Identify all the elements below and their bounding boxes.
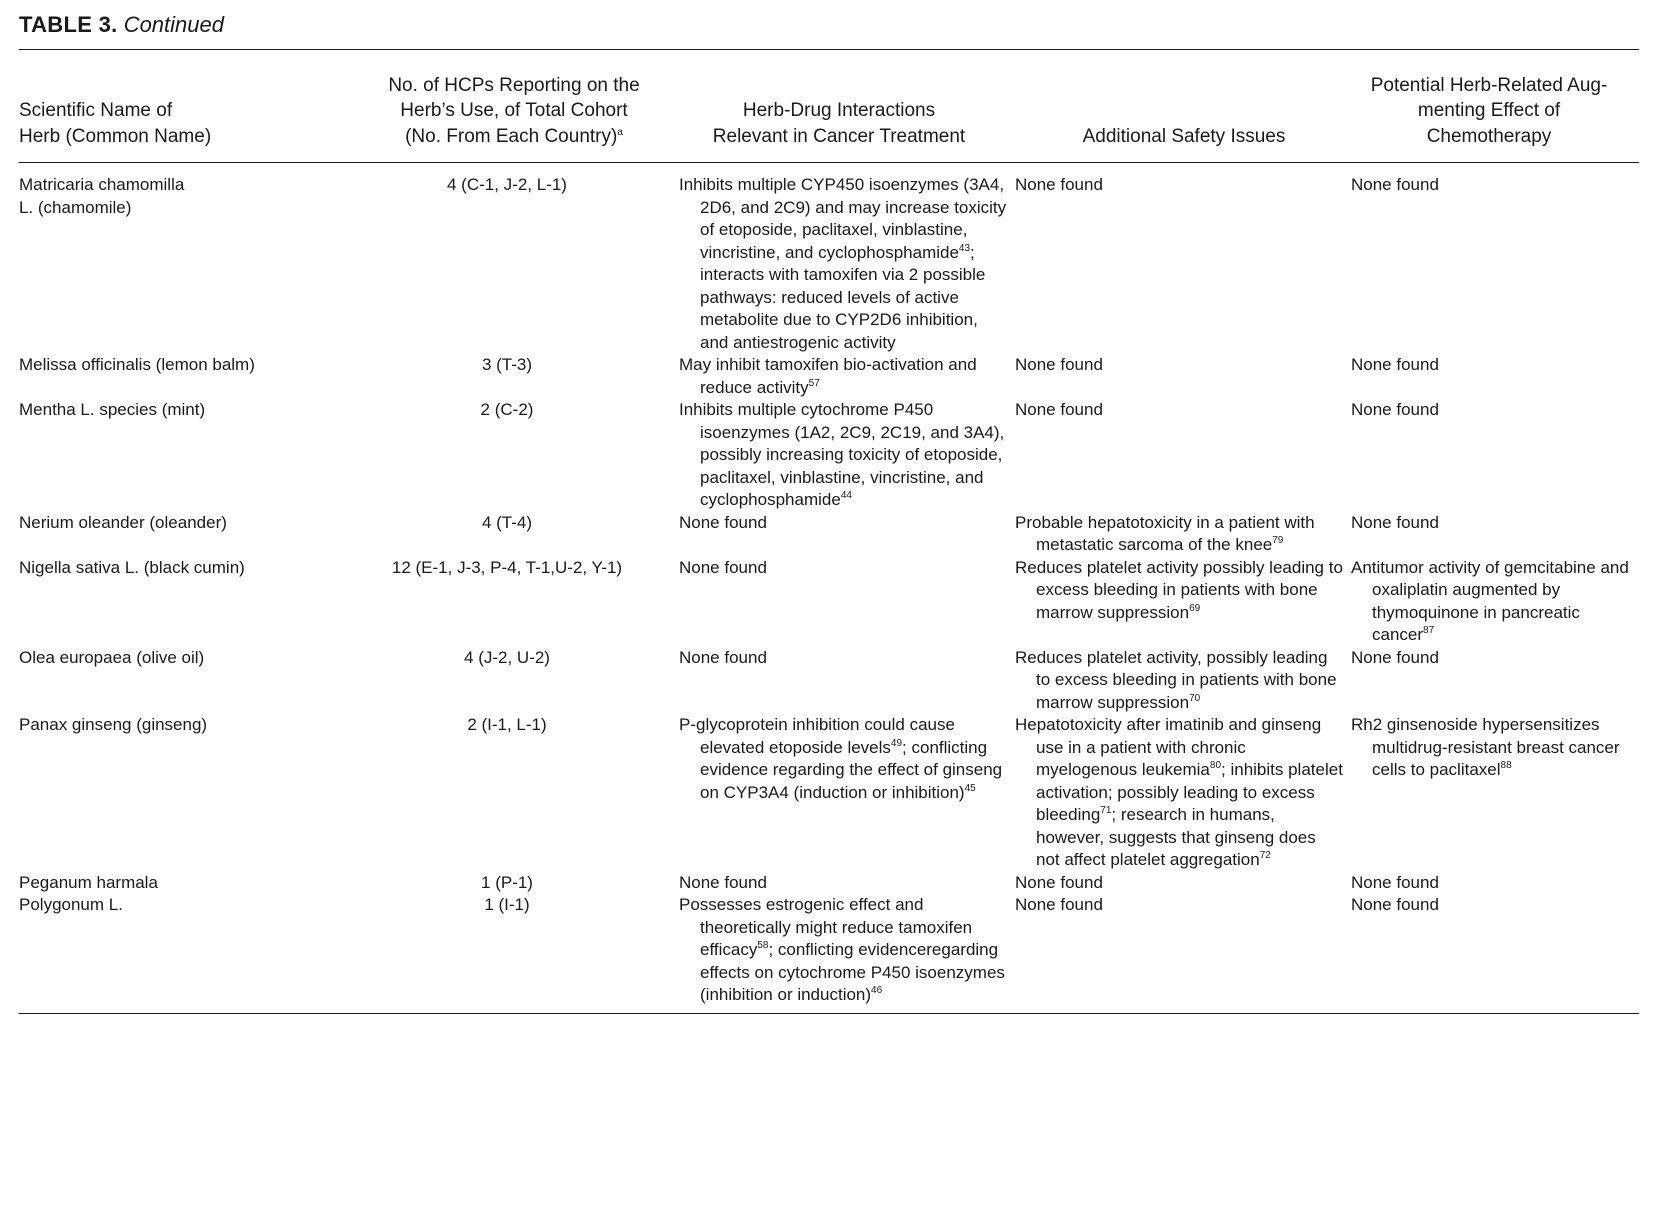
- reference-superscript: 69: [1189, 602, 1201, 614]
- safety-cell: Reduces platelet activity possibly leading to excess bleeding in patients with bone marrow suppression$^{69}$: [1015, 557, 1343, 622]
- table-row: [19, 399, 1639, 512]
- safety-cell: Probable hepatotoxicity in a patient with metastatic sarcoma of the knee$^{79}$: [1015, 512, 1315, 554]
- footnote-marker: a: [617, 126, 623, 138]
- augmenting-cell: None found: [1351, 400, 1439, 419]
- herb-name-cell: Panax ginseng (ginseng): [19, 715, 208, 734]
- hcp-count-cell: 3 (T-3): [481, 355, 533, 374]
- hcp-count-cell: 4 (J-2, U-2): [464, 647, 550, 667]
- interactions-cell: None found: [679, 647, 767, 667]
- reference-superscript: 87: [1423, 625, 1435, 636]
- reference-superscript: 57: [808, 377, 820, 389]
- reference-superscript: 79: [1272, 535, 1284, 546]
- table-body: [19, 163, 1639, 1013]
- table-row: [19, 714, 1639, 872]
- reference-superscript: 70: [1189, 692, 1201, 704]
- hcp-count-cell: 2 (I-1, L-1): [467, 715, 547, 734]
- interactions-cell: Inhibits multiple cytochrome P450 isoenzymes (1A2, 2C9, 2C19, and 3A4), possibly increasing toxicity of etoposide, paclitaxel, vinblastine, vincristine, and cyclophosphamide$^{44}$: [679, 400, 1005, 509]
- reference-superscript: 80: [1209, 760, 1222, 771]
- reference-superscript: 71: [1100, 805, 1112, 816]
- safety-cell: Hepatotoxicity after imatinib and ginseng use in a patient with chronic myelogenous leukemia$^{80}$; inhibits platelet activation; possibly leading to excess bleeding$^{71}$; research in humans, however, suggests that ginseng does not affect platelet aggregation$^{72}$: [1015, 715, 1343, 869]
- table-row: [19, 647, 1639, 715]
- augmenting-cell: None found: [1351, 355, 1439, 374]
- header-scientific-name: Scientific Name of Herb (Common Name): [19, 100, 212, 147]
- header-augmenting: Potential Herb-Related Aug- menting Effect of Chemotherapy: [1370, 74, 1608, 147]
- table-row: [19, 354, 1639, 399]
- augmenting-cell: None found: [1351, 512, 1439, 532]
- hcp-count-cell: 4 (C-1, J-2, L-1): [447, 175, 567, 194]
- hcp-count-cell: 1 (P-1): [481, 872, 533, 892]
- table-row: [19, 872, 1639, 895]
- table-label: TABLE 3.: [19, 12, 118, 37]
- hcp-count-cell: 1 (I-1): [484, 895, 530, 914]
- interactions-cell: None found: [679, 557, 767, 577]
- reference-superscript: 45: [964, 782, 976, 794]
- table-row: [19, 894, 1639, 1007]
- augmenting-cell: None found: [1351, 647, 1439, 667]
- interactions-cell: None found: [679, 872, 767, 892]
- table-row: [19, 174, 1639, 354]
- reference-superscript: 58: [757, 940, 769, 951]
- augmenting-cell: Rh2 ginsenoside hypersensitizes multidrug-resistant breast cancer cells to paclitaxel$^{88}$: [1351, 715, 1620, 779]
- table-page: [19, 10, 1639, 1014]
- reference-superscript: 44: [840, 490, 852, 501]
- herb-name-cell: Mentha L. species (mint): [19, 400, 206, 419]
- safety-cell: Reduces platelet activity, possibly leading to excess bleeding in patients with bone marrow suppression$^{70}$: [1015, 647, 1337, 712]
- herb-name-cell: Peganum harmala: [19, 872, 158, 892]
- reference-superscript: 72: [1259, 850, 1271, 861]
- interactions-cell: May inhibit tamoxifen bio-activation and reduce activity$^{57}$: [679, 355, 977, 397]
- bottom-rule: [19, 1013, 1639, 1014]
- interactions-cell: P-glycoprotein inhibition could cause elevated etoposide levels$^{49}$; conflicting evidence regarding the effect of ginseng on CYP3A4 (induction or inhibition)$^{45}$: [679, 715, 1003, 802]
- herb-name-cell: Matricaria chamomilla L. (chamomile): [19, 175, 185, 217]
- safety-cell: None found: [1015, 175, 1103, 194]
- herb-name-cell: Olea europaea (olive oil): [19, 647, 205, 667]
- header-interactions: Herb-Drug Interactions Relevant in Cancer Treatment: [712, 100, 966, 147]
- hcp-count-cell: 2 (C-2): [480, 400, 534, 419]
- hcp-count-cell: 4 (T-4): [481, 512, 533, 532]
- reference-superscript: 88: [1500, 760, 1512, 771]
- table-header: [19, 50, 1639, 162]
- safety-cell: None found: [1015, 355, 1103, 374]
- header-safety: Additional Safety Issues: [1082, 125, 1286, 147]
- augmenting-cell: Antitumor activity of gemcitabine and oxaliplatin augmented by thymoquinone in pancreatic cancer$^{87}$: [1351, 557, 1629, 644]
- table-title: [19, 10, 1639, 40]
- interactions-cell: None found: [679, 512, 767, 532]
- herb-name-cell: Nigella sativa L. (black cumin): [19, 557, 245, 577]
- herb-name-cell: Melissa officinalis (lemon balm): [19, 355, 255, 374]
- augmenting-cell: None found: [1351, 895, 1439, 914]
- hcp-count-cell: 12 (E-1, J-3, P-4, T-1,U-2, Y-1): [391, 557, 623, 577]
- table-continued: Continued: [123, 12, 224, 37]
- augmenting-cell: None found: [1351, 872, 1439, 892]
- interactions-cell: Inhibits multiple CYP450 isoenzymes (3A4, 2D6, and 2C9) and may increase toxicity of etoposide, paclitaxel, vinblastine, vincristine, and cyclophosphamide$^{43}$; interacts with tamoxifen via 2 possible pathways: reduced levels of active metabolite due to CYP2D6 inhibition, and antiestrogenic activity: [679, 175, 1007, 352]
- safety-cell: None found: [1015, 400, 1103, 419]
- reference-superscript: 43: [958, 242, 971, 254]
- herb-name-cell: Polygonum L.: [19, 895, 123, 914]
- header-hcp-count: No. of HCPs Reporting on the Herb’s Use, of Total Cohort (No. From Each Country)$^a$: [388, 74, 640, 147]
- reference-superscript: 46: [871, 985, 883, 996]
- herb-name-cell: Nerium oleander (oleander): [19, 512, 227, 532]
- table-row: [19, 512, 1639, 557]
- reference-superscript: 49: [890, 737, 903, 749]
- safety-cell: None found: [1015, 895, 1103, 914]
- table-row: [19, 557, 1639, 647]
- safety-cell: None found: [1015, 872, 1103, 892]
- interactions-cell: Possesses estrogenic effect and theoretically might reduce tamoxifen efficacy$^{58}$; conflicting evidenceregarding effects on cytochrome P450 isoenzymes (inhibition or induction)$^{46}$: [679, 895, 1005, 1004]
- augmenting-cell: None found: [1351, 175, 1439, 194]
